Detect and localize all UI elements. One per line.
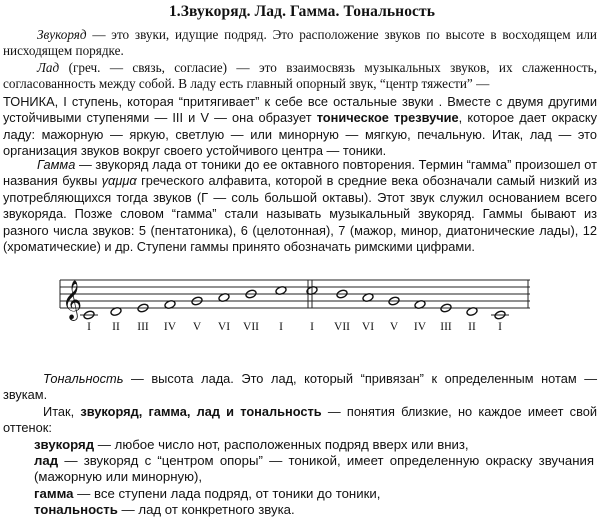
term-gamma: Гамма — [37, 157, 76, 172]
definition-term: тональность — [34, 501, 118, 517]
music-staff — [40, 270, 540, 340]
text-tonika-b: , которое дает окраску ладу: мажорную — яркую, светлую — или минорную — мягкую, печальную. Итак, лад — это организация звуков вокруг своего устойчивого центра — тоники. — [3, 110, 597, 159]
notes-group — [80, 286, 509, 320]
degree-label: IV — [413, 321, 427, 333]
degree-label: III — [137, 321, 149, 333]
degree-label: IV — [163, 321, 177, 333]
greek-gamma: γαμμα — [101, 173, 137, 189]
degree-label: VII — [243, 321, 259, 333]
definition-text: — любое число нот, расположенных подряд вверх или вниз, — [94, 437, 469, 452]
summary-bold: звукоряд, гамма, лад и тональность — [80, 404, 322, 419]
degree-label: I — [279, 321, 283, 333]
paragraph-gamma — [3, 157, 597, 255]
degree-label: V — [192, 321, 202, 333]
degree-label: VI — [361, 321, 375, 333]
definition-zvukoryad — [34, 437, 594, 453]
text-tonika-a: ТОНИКА, I ступень, которая “притягивает” к себе все остальные звуки . Вместе с двумя другими устойчивыми ступенями — III и V — она образует — [3, 94, 597, 126]
summary-text: — понятия близкие, но каждое имеет свой оттенок: — [3, 404, 597, 436]
treble-clef-icon: 𝄞 — [62, 280, 83, 320]
text-gamma-a: — звукоряд лада от тоники до ее октавного повторения. Термин “гамма” произошел от названия буквы — [3, 157, 597, 189]
staff-svg — [40, 270, 540, 342]
definition-term: звукоряд — [34, 437, 95, 452]
definition-tonalnost — [34, 502, 594, 518]
definition-text: — лад от конкретного звука. — [117, 501, 295, 517]
term-tonalnost: Тональность — [43, 371, 124, 386]
definition-term: лад — [34, 453, 59, 469]
degree-label: II — [112, 321, 120, 333]
degree-label: V — [389, 321, 399, 333]
definition-term: гамма — [34, 485, 74, 501]
definition-lad — [34, 453, 594, 485]
degree-label: I — [498, 321, 502, 333]
paragraph-tonika — [3, 94, 597, 160]
definition-gamma — [34, 486, 594, 502]
paragraph-summary — [3, 404, 597, 437]
term-zvukoryad: Звукоряд — [37, 27, 87, 42]
paragraph-zvukoryad — [3, 27, 597, 60]
definition-text: — все ступени лада подряд, от тоники до тоники, — [73, 485, 381, 501]
bold-tonic-triad: тоническое трезвучие — [316, 110, 459, 126]
labels-group — [87, 321, 502, 333]
degree-label: VII — [334, 321, 350, 333]
text-lad: (греч. — связь, согласие) — это взаимосвязь музыкальных звуков, их слаженность, согласованность между собой. В ладу есть главный опорный звук, “центр тяжести” — — [3, 60, 597, 92]
summary-lead: Итак, — [43, 404, 81, 419]
degree-label: III — [440, 321, 452, 333]
definition-text: — звукоряд с “центром опоры” — тоникой, имеет определенную окраску звучания (мажорную или минорную), — [34, 453, 594, 485]
degree-label: I — [310, 321, 314, 333]
paragraph-tonalnost — [3, 371, 597, 404]
paragraph-lad — [3, 60, 597, 93]
degree-label: I — [87, 321, 91, 333]
definitions-list — [34, 437, 594, 518]
degree-label: II — [468, 321, 476, 333]
degree-label: VI — [217, 321, 231, 333]
text-zvukoryad: — это звуки, идущие подряд. Это расположение звуков по высоте в восходящем или нисходящем порядке. — [3, 27, 597, 59]
text-gamma-b: греческого алфавита, которой в средние века обозначали самый низкий из употребляющихся тогда звуков (Г — соль большой октавы). Этот звук служил основанием всего звукоряда. Позже словом “гамма” стали называть музыкальный звукоряд. Гаммы бывают из разного числа звуков: 5 (пентатоника), 6 (целотонная), 7 (мажор, минор, диатонические лады), 12 (хроматические) и др. Ступени гаммы принято обозначать римскими цифрами. — [3, 173, 597, 255]
page-title: 1.Звукоряд. Лад. Гамма. Тональность — [168, 3, 436, 20]
staff-lines — [60, 280, 530, 308]
term-lad: Лад — [37, 60, 60, 75]
text-tonalnost: — высота лада. Это лад, который “привязан” к определенным нотам — звукам. — [3, 371, 597, 403]
